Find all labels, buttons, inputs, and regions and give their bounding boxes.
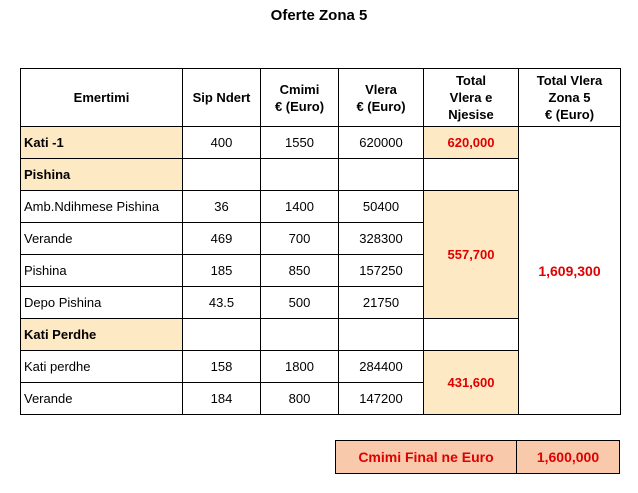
table-row (21, 127, 621, 159)
row-name: Pishina (21, 255, 183, 287)
row-value: 50400 (339, 191, 424, 223)
row-name: Amb.Ndihmese Pishina (21, 191, 183, 223)
row-area: 158 (183, 351, 261, 383)
row-name: Verande (21, 223, 183, 255)
row-value: 328300 (339, 223, 424, 255)
header-area: Sip Ndert (183, 69, 261, 127)
header-unit-total-line1: Total (455, 73, 487, 88)
offer-table (20, 68, 621, 415)
row-price: 800 (261, 383, 339, 415)
row-value: 147200 (339, 383, 424, 415)
header-zone-total (519, 69, 621, 127)
header-row (21, 69, 621, 127)
zone-total: 1,609,300 (519, 127, 621, 415)
page-title: Oferte Zona 5 (270, 7, 368, 24)
row-area: 400 (183, 127, 261, 159)
row-area: 469 (183, 223, 261, 255)
group-label-pishina: Pishina (21, 159, 183, 191)
row-value: 620000 (339, 127, 424, 159)
row-price: 500 (261, 287, 339, 319)
unit-total-pishina: 557,700 (424, 191, 519, 319)
header-zone-total-line3: € (Euro) (544, 107, 595, 122)
row-area: 36 (183, 191, 261, 223)
header-price-line2: € (Euro) (274, 98, 325, 114)
row-value: 157250 (339, 255, 424, 287)
row-name: Depo Pishina (21, 287, 183, 319)
row-price: 1800 (261, 351, 339, 383)
header-value-line1: Vlera (365, 81, 397, 97)
header-unit-total-line3: Njesise (448, 107, 494, 122)
row-price: 1550 (261, 127, 339, 159)
row-area: 43.5 (183, 287, 261, 319)
unit-total-kati-minus1: 620,000 (424, 127, 519, 159)
header-value-line2: € (Euro) (356, 98, 406, 114)
final-price-value: 1,600,000 (517, 441, 620, 474)
row-price: 700 (261, 223, 339, 255)
final-price-label: Cmimi Final ne Euro (336, 441, 517, 474)
header-price (261, 69, 339, 127)
row-name: Verande (21, 383, 183, 415)
row-area: 184 (183, 383, 261, 415)
row-value: 284400 (339, 351, 424, 383)
final-price-box (335, 440, 620, 474)
group-label-kati-perdhe: Kati Perdhe (21, 319, 183, 351)
header-zone-total-line2: Zona 5 (548, 90, 591, 105)
header-value (339, 69, 424, 127)
row-area: 185 (183, 255, 261, 287)
unit-total-kati-perdhe: 431,600 (424, 351, 519, 415)
row-name: Kati -1 (21, 127, 183, 159)
row-value: 21750 (339, 287, 424, 319)
header-unit-total (424, 69, 519, 127)
header-price-line1: Cmimi (279, 81, 320, 97)
header-name: Emertimi (21, 69, 183, 127)
row-name: Kati perdhe (21, 351, 183, 383)
header-unit-total-line2: Vlera e (449, 90, 493, 105)
row-price: 1400 (261, 191, 339, 223)
header-zone-total-line1: Total Vlera (536, 73, 603, 88)
row-price: 850 (261, 255, 339, 287)
